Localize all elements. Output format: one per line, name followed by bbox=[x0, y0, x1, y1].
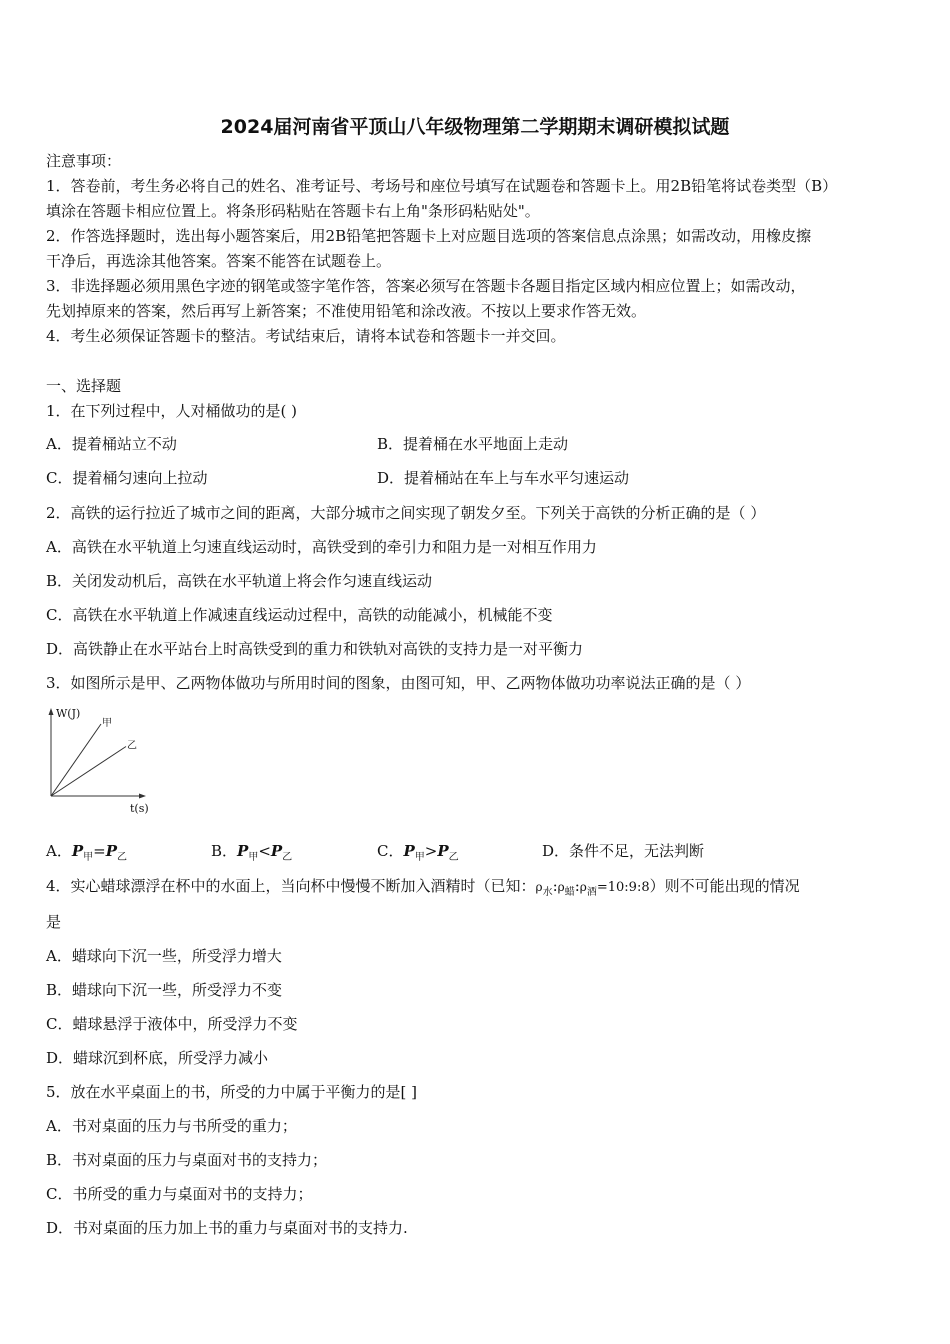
subscript: 乙 bbox=[116, 852, 127, 863]
q4-option-b: B．蜡球向下沉一些，所受浮力不变 bbox=[46, 981, 283, 999]
q1-option-d: D．提着桶站在车上与车水平匀速运动 bbox=[377, 469, 630, 487]
power-symbol: P bbox=[437, 842, 449, 860]
series-label-yi: 乙 bbox=[127, 740, 137, 752]
series-line-jia bbox=[51, 724, 101, 796]
notice-line: 干净后，再选涂其他答案。答案不能答在试题卷上。 bbox=[46, 252, 392, 270]
q2-option-b: B．关闭发动机后，高铁在水平轨道上将会作匀速直线运动 bbox=[46, 572, 433, 590]
rho-symbol: ρ bbox=[557, 880, 565, 894]
operator: = bbox=[93, 842, 106, 860]
q1-option-a: A．提着桶站立不动 bbox=[46, 435, 177, 453]
q2-stem: 2．高铁的运行拉近了城市之间的距离，大部分城市之间实现了朝发夕至。下列关于高铁的分析正确的是（ ） bbox=[46, 504, 766, 522]
subscript: 乙 bbox=[282, 852, 293, 863]
q2-option-a: A．高铁在水平轨道上匀速直线运动时，高铁受到的牵引力和阻力是一对相互作用力 bbox=[46, 538, 597, 556]
q4-stem-start: 4．实心蜡球漂浮在杯中的水面上，当向杯中慢慢不断加入酒精时（已知： bbox=[46, 877, 536, 895]
notice-line: 2．作答选择题时，选出每小题答案后，用2B铅笔把答题卡上对应题目选项的答案信息点涂黑；如需改动，用橡皮擦 bbox=[46, 227, 812, 245]
q4-stem: 4．实心蜡球漂浮在杯中的水面上，当向杯中慢慢不断加入酒精时（已知：$\rho_水:\rho_蜡:\rho_酒=10:9:8$）则不可能出现的情况 bbox=[46, 877, 800, 898]
option-prefix: B． bbox=[211, 842, 238, 860]
section-heading: 一、选择题 bbox=[46, 377, 122, 395]
q4-option-c: C．蜡球悬浮于液体中，所受浮力不变 bbox=[46, 1015, 298, 1033]
x-axis-arrow bbox=[139, 794, 146, 799]
subscript: 甲 bbox=[248, 852, 259, 863]
notice-line: 3．非选择题必须用黑色字迹的钢笔或签字笔作答，答案必须写在答题卡各题目指定区域内相应位置上；如需改动， bbox=[46, 277, 806, 295]
power-symbol: P bbox=[237, 842, 249, 860]
notice-line: 先划掉原来的答案，然后再写上新答案；不准使用铅笔和涂改液。不按以上要求作答无效。 bbox=[46, 302, 647, 320]
q1-option-c: C．提着桶匀速向上拉动 bbox=[46, 469, 208, 487]
subscript: 甲 bbox=[83, 852, 94, 863]
operator: > bbox=[424, 842, 438, 860]
q5-option-c: C．书所受的重力与桌面对书的支持力； bbox=[46, 1185, 313, 1203]
rho-symbol: ρ bbox=[579, 880, 587, 894]
power-symbol: P bbox=[105, 842, 117, 860]
q1-option-b: B．提着桶在水平地面上走动 bbox=[377, 435, 569, 453]
page-title: 2024届河南省平顶山八年级物理第二学期期末调研模拟试题 bbox=[220, 116, 730, 138]
q4-stem-continued: 是 bbox=[46, 913, 62, 931]
q1-stem: 1．在下列过程中，人对桶做功的是( ) bbox=[46, 402, 298, 420]
power-symbol: P bbox=[270, 842, 283, 860]
subscript-alcohol: 酒 bbox=[586, 887, 597, 898]
q3-option-d: D．条件不足，无法判断 bbox=[542, 842, 705, 860]
x-axis-label: t(s) bbox=[130, 802, 149, 815]
y-axis-arrow bbox=[49, 708, 54, 715]
q3-option-b bbox=[211, 841, 292, 868]
q2-option-c: C．高铁在水平轨道上作减速直线运动过程中，高铁的动能减小，机械能不变 bbox=[46, 606, 553, 624]
notice-line: 1．答卷前，考生务必将自己的姓名、准考证号、考场号和座位号填写在试题卷和答题卡上。用2B铅笔将试卷类型（B） bbox=[46, 177, 838, 195]
q5-option-b: B．书对桌面的压力与桌面对书的支持力； bbox=[46, 1151, 328, 1169]
q4-option-a: A．蜡球向下沉一些，所受浮力增大 bbox=[46, 947, 282, 965]
q5-option-a: A．书对桌面的压力与书所受的重力； bbox=[46, 1117, 297, 1135]
subscript-wax: 蜡 bbox=[564, 887, 575, 898]
q5-stem: 5．放在水平桌面上的书，所受的力中属于平衡力的是[ ] bbox=[46, 1083, 418, 1101]
q3-option-c bbox=[377, 841, 459, 868]
power-symbol: P bbox=[71, 842, 84, 860]
q3-option-a bbox=[46, 841, 127, 868]
q2-option-d: D．高铁静止在水平站台上时高铁受到的重力和铁轨对高铁的支持力是一对平衡力 bbox=[46, 640, 584, 658]
subscript: 乙 bbox=[448, 852, 459, 863]
q4-stem-end: ）则不可能出现的情况 bbox=[649, 877, 800, 895]
series-line-yi bbox=[51, 747, 126, 797]
series-label-jia: 甲 bbox=[102, 718, 112, 729]
rho-symbol: ρ bbox=[535, 880, 543, 894]
q5-option-d: D．书对桌面的压力加上书的重力与桌面对书的支持力. bbox=[46, 1219, 408, 1237]
q3-stem: 3．如图所示是甲、乙两物体做功与所用时间的图象，由图可知，甲、乙两物体做功功率说法正确的是（ ） bbox=[46, 674, 751, 692]
option-prefix: C． bbox=[377, 842, 404, 860]
option-prefix: A． bbox=[46, 842, 72, 860]
subscript: 甲 bbox=[414, 852, 425, 863]
notice-line: 填涂在答题卡相应位置上。将条形码粘贴在答题卡右上角"条形码粘贴处"。 bbox=[46, 202, 540, 220]
power-symbol: P bbox=[403, 842, 415, 860]
density-ratio: =10:9:8 bbox=[596, 880, 650, 895]
subscript-water: 水 bbox=[542, 887, 553, 898]
notice-line: 4．考生必须保证答题卡的整洁。考试结束后，请将本试卷和答题卡一并交回。 bbox=[46, 327, 566, 345]
q4-option-d: D．蜡球沉到杯底，所受浮力减小 bbox=[46, 1049, 269, 1067]
y-axis-label: W(J) bbox=[56, 707, 81, 720]
operator: < bbox=[258, 842, 271, 860]
work-time-graph bbox=[40, 702, 160, 818]
notice-heading: 注意事项： bbox=[46, 152, 122, 170]
